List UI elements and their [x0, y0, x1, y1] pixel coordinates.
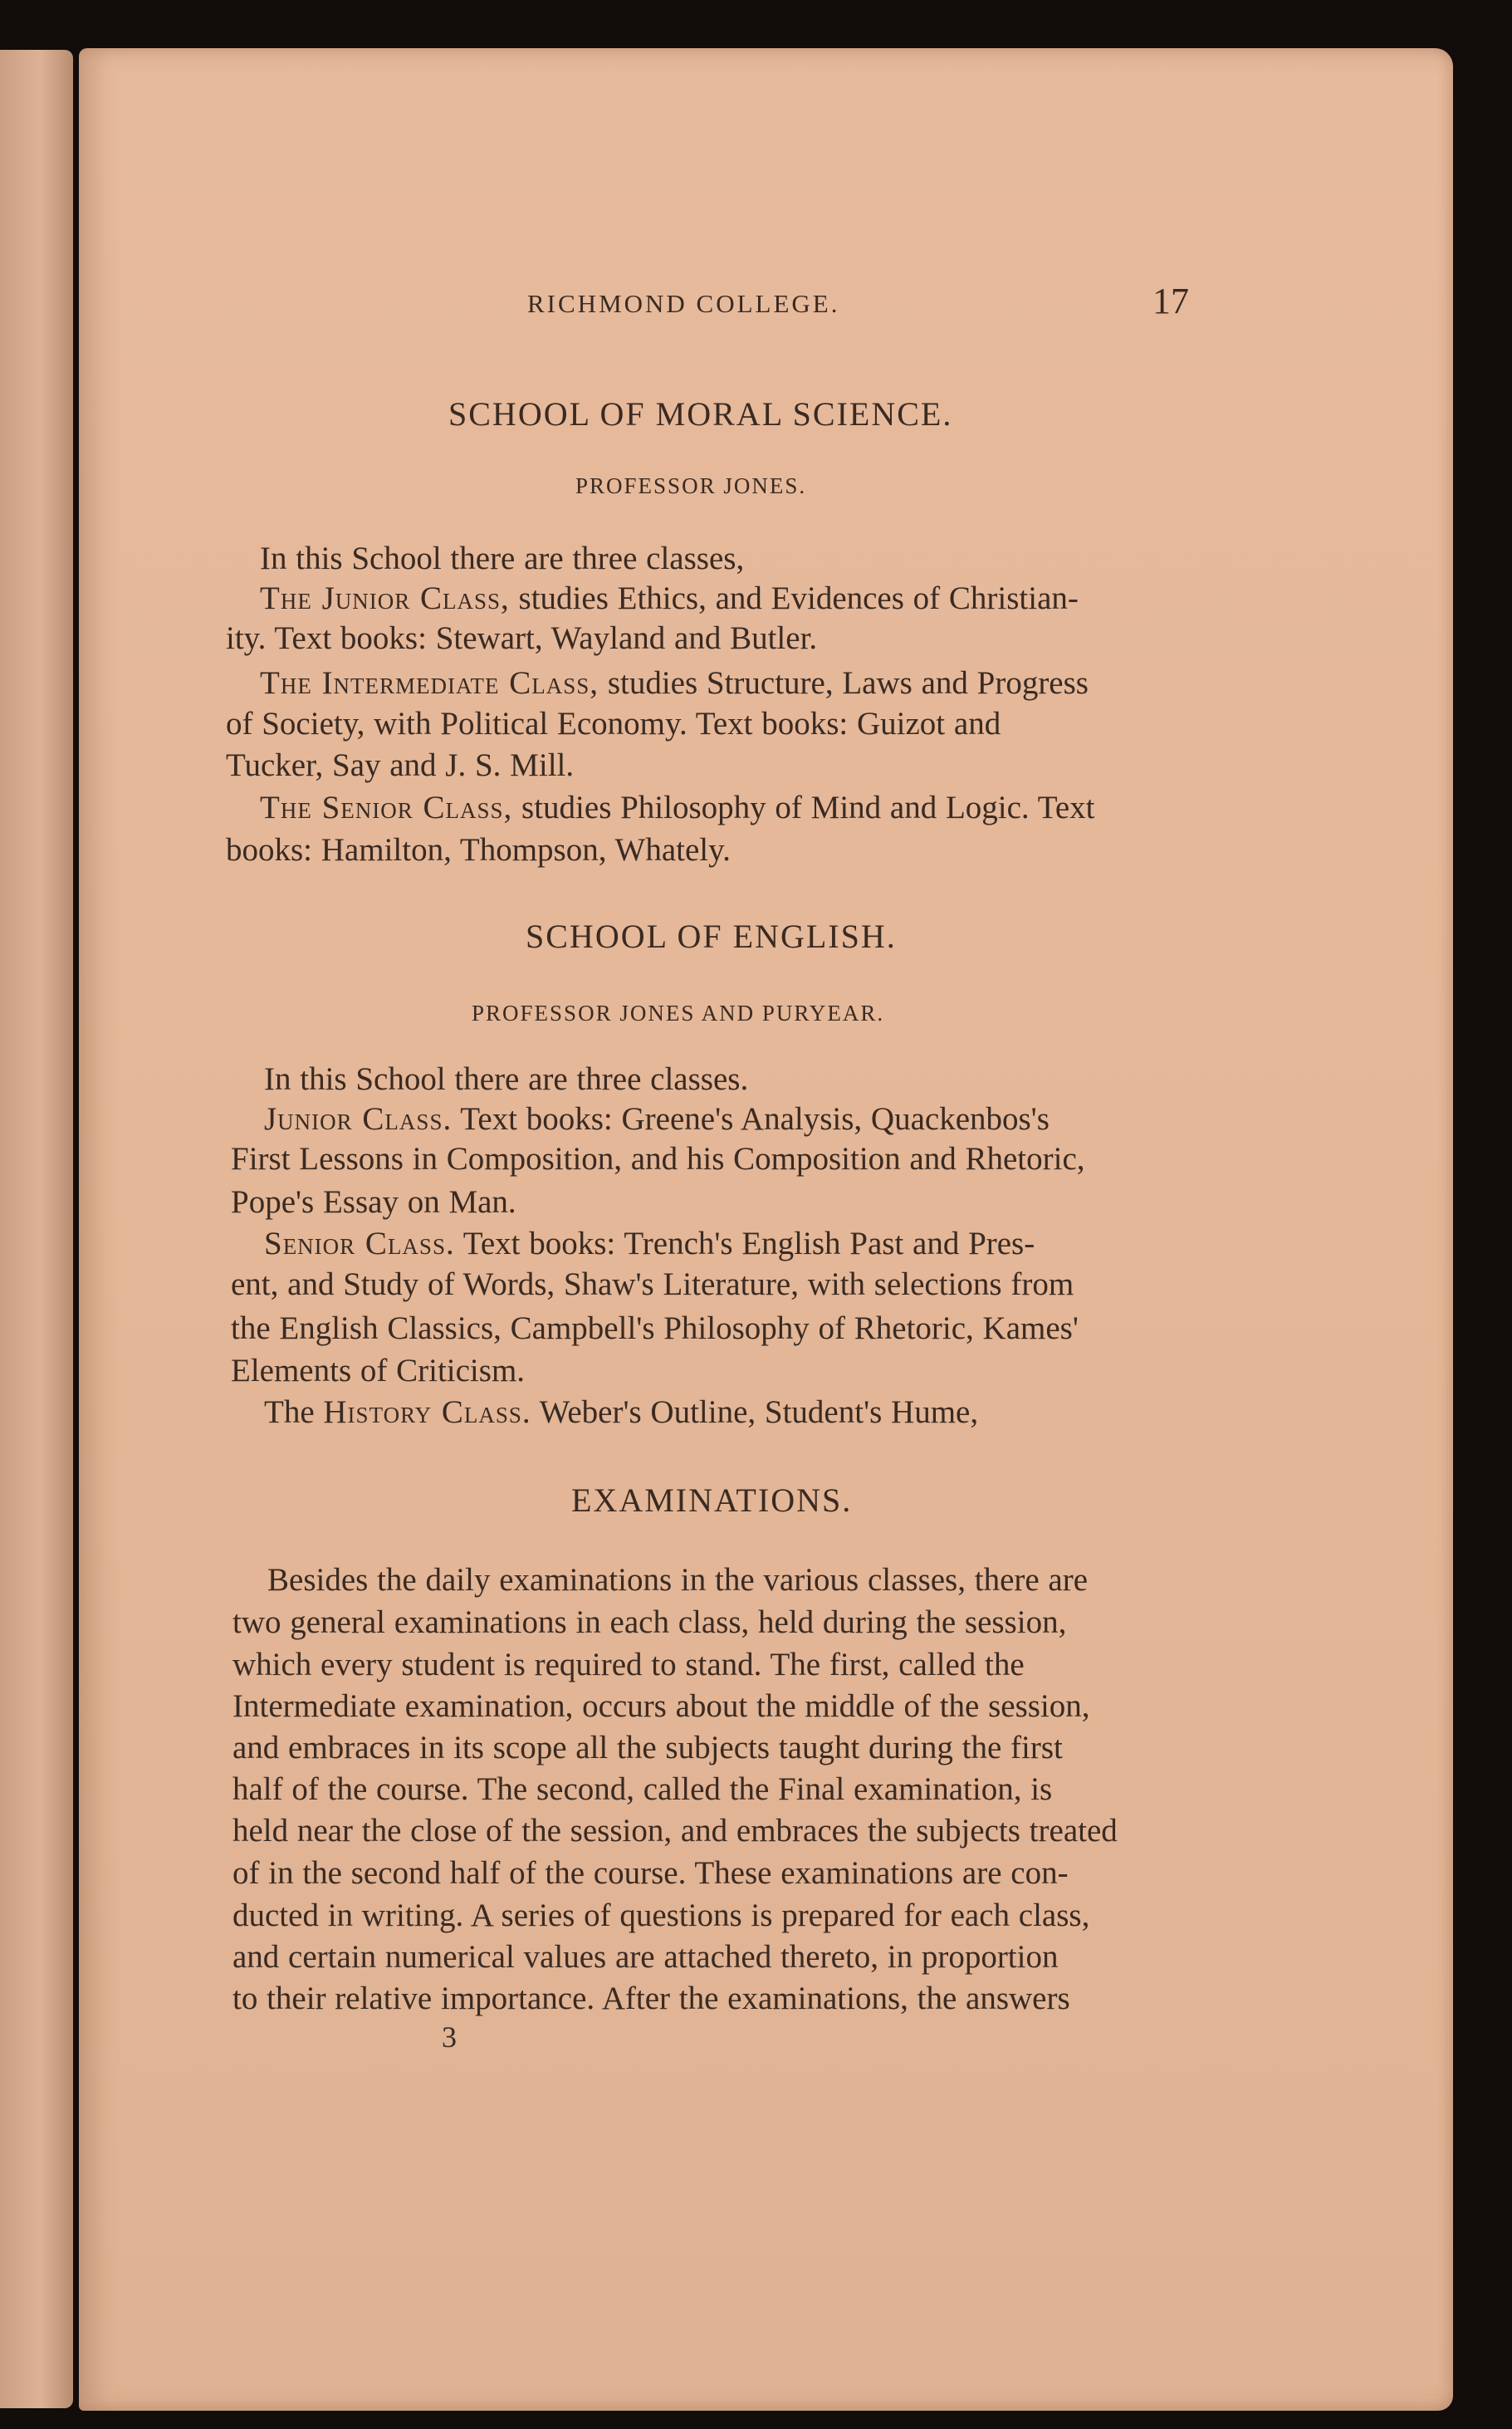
exam-line-2: two general examinations in each class, held during the session, — [232, 1604, 1067, 1640]
section-title-english: SCHOOL OF ENGLISH. — [526, 918, 897, 955]
english-junior-line-2: First Lessons in Composition, and his Composition and Rhetoric, — [231, 1141, 1085, 1177]
exam-line-9: ducted in writing. A series of questions is prepared for each class, — [232, 1898, 1090, 1933]
exam-line-8: of in the second half of the course. These examinations are con- — [232, 1855, 1069, 1891]
english-junior-class-label: Junior Class. — [264, 1101, 453, 1137]
exam-line-1: Besides the daily examinations in the various classes, there are — [267, 1562, 1089, 1598]
moral-intermediate-line-3: Tucker, Say and J. S. Mill. — [226, 747, 575, 783]
junior-class-label: The Junior Class, — [260, 580, 510, 616]
senior-class-label: The Senior Class, — [260, 790, 513, 825]
running-title: RICHMOND COLLEGE. — [527, 289, 840, 318]
moral-senior-line-2: books: Hamilton, Thompson, Whately. — [226, 832, 731, 868]
signature-mark: 3 — [442, 2020, 457, 2054]
exam-line-7: held near the close of the session, and embraces the subjects treated — [232, 1813, 1118, 1849]
moral-junior-line-2: ity. Text books: Stewart, Wayland and Butler. — [226, 620, 818, 656]
english-senior-class-label: Senior Class. — [264, 1226, 455, 1261]
section-title-moral-science: SCHOOL OF MORAL SCIENCE. — [448, 395, 953, 433]
history-class-label: History Class. — [323, 1394, 531, 1430]
facing-page-edge — [0, 50, 73, 2408]
english-senior-line-3: the English Classics, Campbell's Philosophy of Rhetoric, Kames' — [231, 1310, 1079, 1346]
english-senior-line-2: ent, and Study of Words, Shaw's Literature, with selections from — [231, 1266, 1074, 1302]
moral-intro-line: In this School there are three classes, — [260, 541, 745, 576]
exam-line-5: and embraces in its scope all the subjects taught during the first — [232, 1730, 1063, 1765]
intermediate-class-label: The Intermediate Class, — [260, 665, 599, 701]
english-senior-line-1: Senior Class. Text books: Trench's English Past and Pres- — [264, 1226, 1035, 1261]
english-junior-line-1: Junior Class. Text books: Greene's Analysis, Quackenbos's — [264, 1101, 1050, 1137]
exam-line-10: and certain numerical values are attached thereto, in proportion — [232, 1939, 1059, 1975]
english-history-line-1: The History Class. Weber's Outline, Student's Hume, — [264, 1394, 979, 1430]
english-junior-line-3: Pope's Essay on Man. — [231, 1184, 516, 1220]
exam-line-3: which every student is required to stand. The first, called the — [232, 1647, 1025, 1682]
professor-english: PROFESSOR JONES AND PURYEAR. — [472, 1001, 885, 1026]
exam-line-6: half of the course. The second, called the Final examination, is — [232, 1771, 1053, 1807]
exam-line-4: Intermediate examination, occurs about the middle of the session, — [232, 1688, 1090, 1724]
english-intro-line: In this School there are three classes. — [264, 1061, 749, 1097]
moral-intermediate-line-2: of Society, with Political Economy. Text books: Guizot and — [226, 706, 1001, 742]
moral-intermediate-line-1: The Intermediate Class, studies Structure, Laws and Progress — [260, 665, 1089, 701]
exam-line-11: to their relative importance. After the examinations, the answers — [232, 1981, 1070, 2016]
moral-senior-line-1: The Senior Class, studies Philosophy of Mind and Logic. Text — [260, 790, 1095, 825]
page-number: 17 — [1152, 281, 1189, 321]
moral-junior-line-1: The Junior Class, studies Ethics, and Evidences of Christian- — [260, 580, 1079, 616]
section-title-examinations: EXAMINATIONS. — [571, 1481, 853, 1519]
professor-moral-science: PROFESSOR JONES. — [575, 473, 807, 498]
english-senior-line-4: Elements of Criticism. — [231, 1353, 526, 1388]
